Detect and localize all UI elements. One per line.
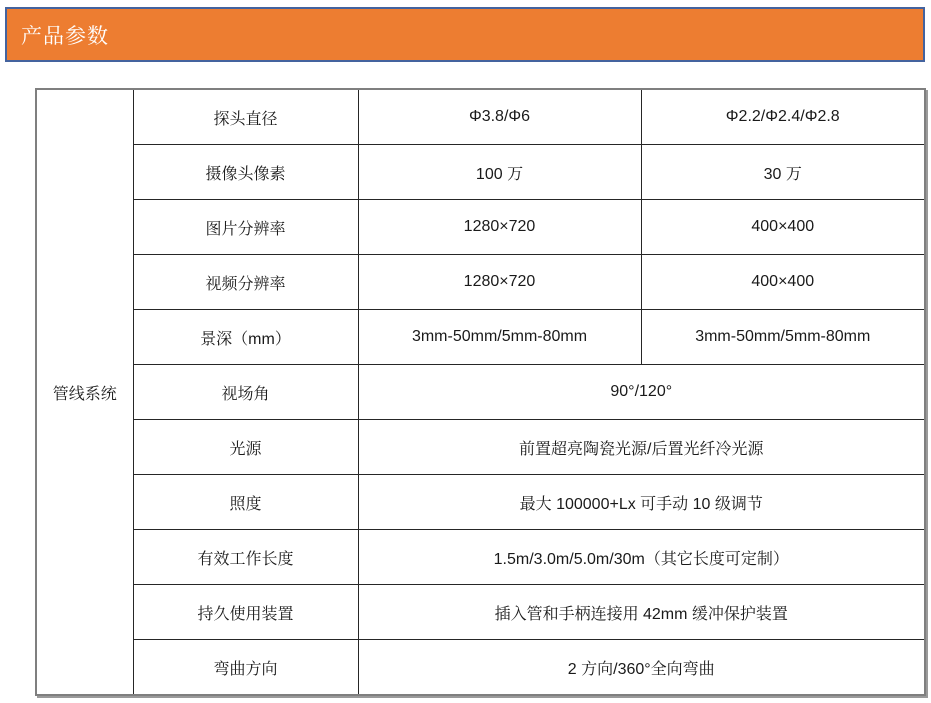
table-row bbox=[36, 640, 925, 696]
table-row bbox=[36, 200, 925, 255]
param-value-cell: Φ3.8/Φ6 bbox=[358, 89, 641, 145]
param-value-cell: Φ2.2/Φ2.4/Φ2.8 bbox=[641, 89, 925, 145]
param-label-cell: 有效工作长度 bbox=[133, 530, 358, 585]
param-value-cell: 30 万 bbox=[641, 145, 925, 200]
param-value-cell: 100 万 bbox=[358, 145, 641, 200]
param-value-cell: 90°/120° bbox=[358, 365, 925, 420]
param-value-cell: 1.5m/3.0m/5.0m/30m（其它长度可定制） bbox=[358, 530, 925, 585]
param-value-cell: 前置超亮陶瓷光源/后置光纤冷光源 bbox=[358, 420, 925, 475]
table-row bbox=[36, 89, 925, 145]
param-value-cell: 400×400 bbox=[641, 200, 925, 255]
table-row bbox=[36, 475, 925, 530]
category-cell: 管线系统 bbox=[36, 89, 133, 695]
section-header-bar bbox=[5, 7, 925, 62]
param-value-cell: 插入管和手柄连接用 42mm 缓冲保护装置 bbox=[358, 585, 925, 640]
page-title: 产品参数 bbox=[21, 24, 109, 48]
param-label-cell: 光源 bbox=[133, 420, 358, 475]
param-value-cell: 最大 100000+Lx 可手动 10 级调节 bbox=[358, 475, 925, 530]
table-row bbox=[36, 255, 925, 310]
param-value-cell: 2 方向/360°全向弯曲 bbox=[358, 640, 925, 696]
param-label-cell: 景深（mm） bbox=[133, 310, 358, 365]
param-label-cell: 摄像头像素 bbox=[133, 145, 358, 200]
product-spec-table bbox=[35, 88, 926, 696]
param-label-cell: 持久使用装置 bbox=[133, 585, 358, 640]
param-value-cell: 400×400 bbox=[641, 255, 925, 310]
param-value-cell: 3mm-50mm/5mm-80mm bbox=[358, 310, 641, 365]
param-value-cell: 1280×720 bbox=[358, 255, 641, 310]
table-row bbox=[36, 530, 925, 585]
table-row bbox=[36, 310, 925, 365]
table-row bbox=[36, 420, 925, 475]
param-label-cell: 弯曲方向 bbox=[133, 640, 358, 696]
param-label-cell: 照度 bbox=[133, 475, 358, 530]
param-label-cell: 探头直径 bbox=[133, 89, 358, 145]
param-label-cell: 视频分辨率 bbox=[133, 255, 358, 310]
param-value-cell: 1280×720 bbox=[358, 200, 641, 255]
table-row bbox=[36, 365, 925, 420]
table-row bbox=[36, 585, 925, 640]
param-value-cell: 3mm-50mm/5mm-80mm bbox=[641, 310, 925, 365]
param-label-cell: 图片分辨率 bbox=[133, 200, 358, 255]
param-label-cell: 视场角 bbox=[133, 365, 358, 420]
table-row bbox=[36, 145, 925, 200]
